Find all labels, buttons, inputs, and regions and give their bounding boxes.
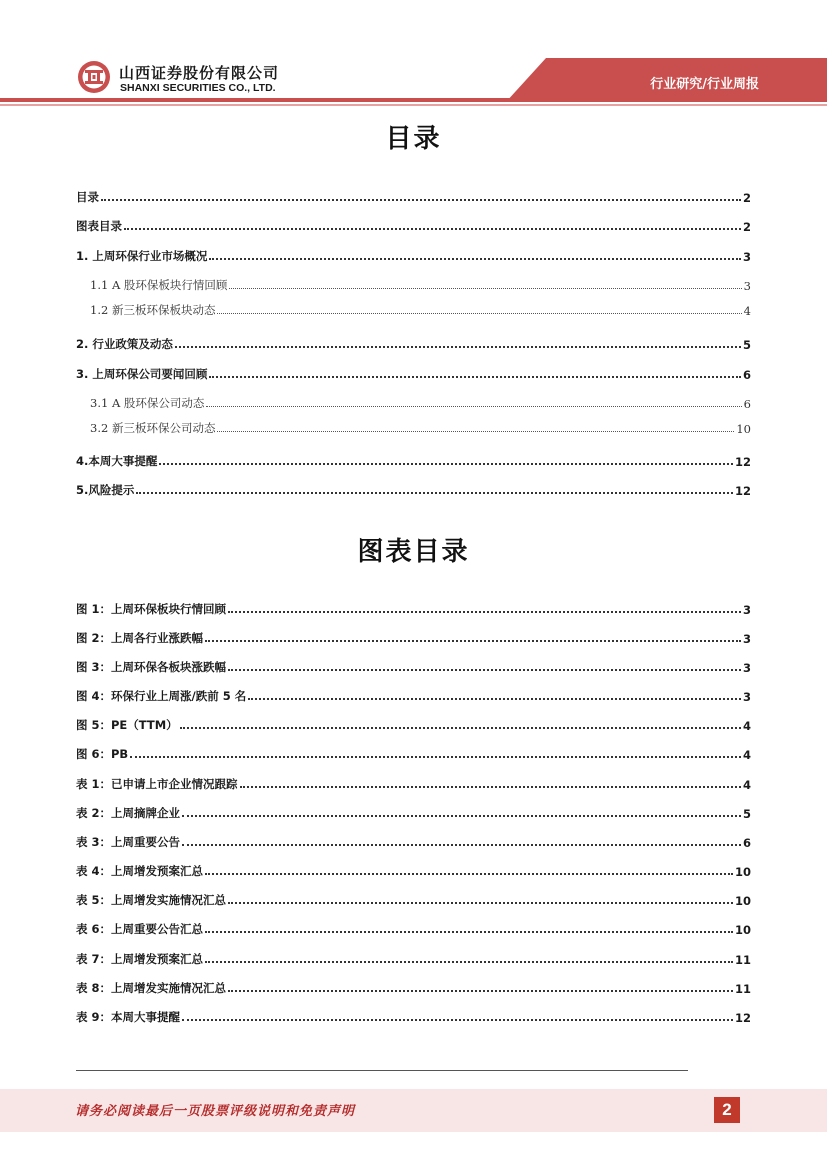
figure-toc-item[interactable]: 表 2：上周摘牌企业 5 xyxy=(76,806,751,821)
toc-subitem[interactable]: 3.2 新三板环保公司动态 10 xyxy=(90,421,751,436)
page-header xyxy=(0,0,827,110)
company-name-en: SHANXI SECURITIES CO., LTD. xyxy=(120,82,276,94)
figure-toc-item[interactable]: 图 4：环保行业上周涨/跌前 5 名 3 xyxy=(76,689,751,704)
figure-toc-item[interactable]: 表 8：上周增发实施情况汇总 11 xyxy=(76,981,751,996)
toc-item[interactable]: 2. 行业政策及动态 5 xyxy=(76,337,751,352)
toc-title: 目录 xyxy=(385,124,442,154)
figure-toc-item[interactable]: 表 1：已申请上市企业情况跟踪 4 xyxy=(76,777,751,792)
toc-subitem[interactable]: 1.2 新三板环保板块动态 4 xyxy=(90,303,751,318)
toc-item[interactable]: 1. 上周环保行业市场概况 3 xyxy=(76,249,751,264)
toc-item[interactable]: 目录 2 xyxy=(76,190,751,205)
page-number: 2 xyxy=(714,1097,740,1123)
footer-disclaimer: 请务必阅读最后一页股票评级说明和免责声明 xyxy=(75,1104,356,1119)
toc-item[interactable]: 图表目录 2 xyxy=(76,219,751,234)
figure-toc-item[interactable]: 表 9：本周大事提醒 12 xyxy=(76,1010,751,1025)
toc-item[interactable]: 5.风险提示 12 xyxy=(76,483,751,498)
figure-toc-item[interactable]: 表 3：上周重要公告 6 xyxy=(76,835,751,850)
figures-toc-title: 图表目录 xyxy=(357,537,470,567)
toc-item[interactable]: 3. 上周环保公司要闻回顾 6 xyxy=(76,367,751,382)
toc-subitem[interactable]: 3.1 A 股环保公司动态 6 xyxy=(90,396,751,411)
figure-toc-item[interactable]: 图 6：PB 4 xyxy=(76,747,751,762)
figure-toc-item[interactable]: 图 1：上周环保板块行情回顾 3 xyxy=(76,602,751,617)
footer-divider xyxy=(76,1070,688,1071)
figure-toc-item[interactable]: 图 5：PE（TTM） 4 xyxy=(76,718,751,733)
toc-item[interactable]: 4.本周大事提醒 12 xyxy=(76,454,751,469)
figure-toc-item[interactable]: 表 4：上周增发预案汇总 10 xyxy=(76,864,751,879)
company-name-cn: 山西证券股份有限公司 xyxy=(119,64,280,82)
figure-toc-item[interactable]: 图 2：上周各行业涨跌幅 3 xyxy=(76,631,751,646)
figure-toc-item[interactable]: 图 3：上周环保各板块涨跌幅 3 xyxy=(76,660,751,675)
figure-toc-item[interactable]: 表 7：上周增发预案汇总 11 xyxy=(76,952,751,967)
figure-toc-item[interactable]: 表 5：上周增发实施情况汇总 10 xyxy=(76,893,751,908)
toc-subitem[interactable]: 1.1 A 股环保板块行情回顾 3 xyxy=(90,278,751,293)
report-type-tag: 行业研究/行业周报 xyxy=(650,77,759,92)
figure-toc-item[interactable]: 表 6：上周重要公告汇总 10 xyxy=(76,922,751,937)
